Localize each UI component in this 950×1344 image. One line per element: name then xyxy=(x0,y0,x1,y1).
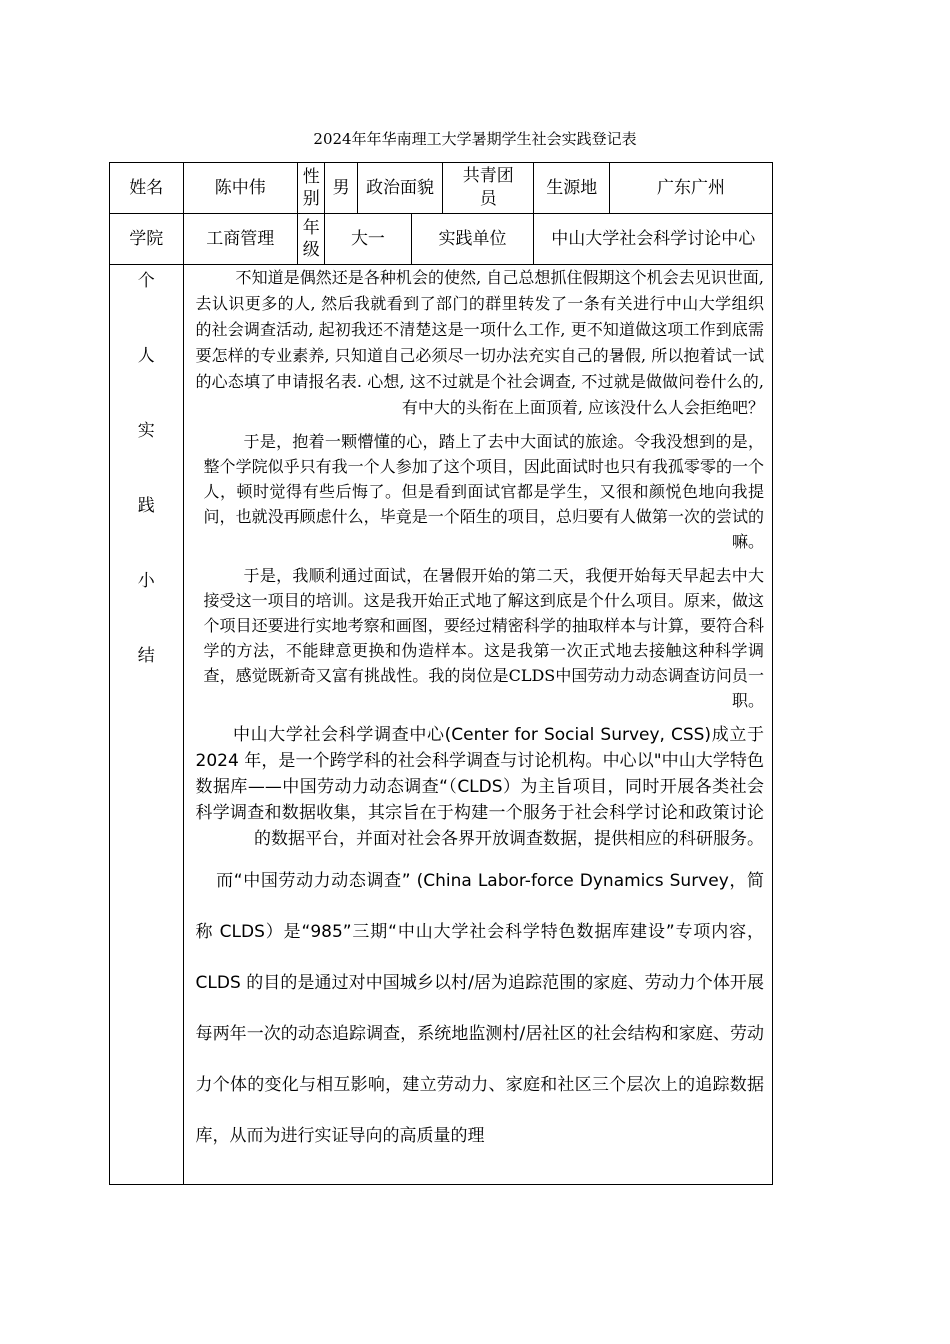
summary-label-char: 个 xyxy=(137,271,155,291)
summary-label-char: 人 xyxy=(137,346,155,366)
document-title: 2024年年华南理工大学暑期学生社会实践登记表 xyxy=(313,130,637,148)
political-value: 共青团员 xyxy=(443,163,534,214)
summary-label-char: 结 xyxy=(137,646,155,666)
gender-label: 性别 xyxy=(298,163,325,214)
summary-paragraph: 中山大学社会科学调查中心(Center for Social Survey, CSS)成立于 2024 年，是一个跨学科的社会科学调查与讨论机构。中心以"中山大学特色数据库——中国劳动力动态调查“（CLDS）为主旨项目，同时开展各类社会科学调查和数据收集，其宗旨在于构建一个服务于社会科学讨论和政策讨论的数据平台，并面对社会各界开放调查数据，提供相应的科研服务。 xyxy=(195,725,764,849)
summary-paragraph: 不知道是偶然还是各种机会的使然, 自己总想抓住假期这个机会去见识世面, 去认识更多的人, 然后我就看到了部门的群里转发了一条有关进行中山大学组织的社会调查活动, 起初我还不清楚这是一项什么工作, 更不知道做这项工作到底需要怎样的专业素养, 只知道自己必须尽一切办法充实自己的暑假, 所以抱着试一试的心态填了申请报名表. 心想, 这不过就是个社会调查, 不过就是做做问卷什么的, 有中大的头衔在上面顶着, 应该没什么人会拒绝吧？ xyxy=(195,268,764,417)
origin-label: 生源地 xyxy=(534,163,610,214)
name-value: 陈中伟 xyxy=(183,163,298,214)
college-label: 学院 xyxy=(110,214,184,265)
registration-form xyxy=(109,162,773,1185)
unit-label: 实践单位 xyxy=(411,214,534,265)
summary-label xyxy=(110,265,184,1185)
unit-value: 中山大学社会科学讨论中心 xyxy=(534,214,773,265)
summary-label-char: 践 xyxy=(137,496,155,516)
summary-paragraph: 于是，抱着一颗懵懂的心，踏上了去中大面试的旅途。令我没想到的是，整个学院似乎只有我一个人参加了这个项目，因此面试时也只有我孤零零的一个人，顿时觉得有些后悔了。但是看到面试官都是学生，又很和颜悦色地向我提问，也就没再顾虑什么，毕竟是一个陌生的项目，总归要有人做第一次的尝试的嘛。 xyxy=(203,432,764,551)
summary-label-char: 小 xyxy=(137,571,155,591)
summary-paragraph: 而“中国劳动力动态调查” (China Labor-force Dynamics Survey，简称 CLDS）是“985”三期“中山大学社会科学特色数据库建设”专项内容，CLDS 的目的是通过对中国城乡以村/居为追踪范围的家庭、劳动力个体开展每两年一次的动态追踪调查，系统地监测村/居社区的社会结构和家庭、劳动力个体的变化与相互影响，建立劳动力、家庭和社区三个层次上的追踪数据库，从而为进行实证导向的高质量的理 xyxy=(195,871,764,1146)
grade-label: 年级 xyxy=(298,214,325,265)
political-label: 政治面貌 xyxy=(357,163,442,214)
summary-paragraph: 于是，我顺利通过面试，在暑假开始的第二天，我便开始每天早起去中大接受这一项目的培训。这是我开始正式地了解这到底是个什么项目。原来，做这个项目还要进行实地考察和画图，要经过精密科学的抽取样本与计算，要符合科学的方法，不能肆意更换和伪造样本。这是我第一次正式地去接触这种科学调查，感觉既新奇又富有挑战性。我的岗位是CLDS中国劳动力动态调查访问员一职。 xyxy=(203,566,764,710)
origin-value: 广东广州 xyxy=(610,163,773,214)
summary-content xyxy=(183,265,772,1185)
name-label: 姓名 xyxy=(110,163,184,214)
summary-label-char: 实 xyxy=(137,421,155,441)
grade-value: 大一 xyxy=(325,214,411,265)
college-value: 工商管理 xyxy=(183,214,298,265)
gender-value: 男 xyxy=(325,163,358,214)
